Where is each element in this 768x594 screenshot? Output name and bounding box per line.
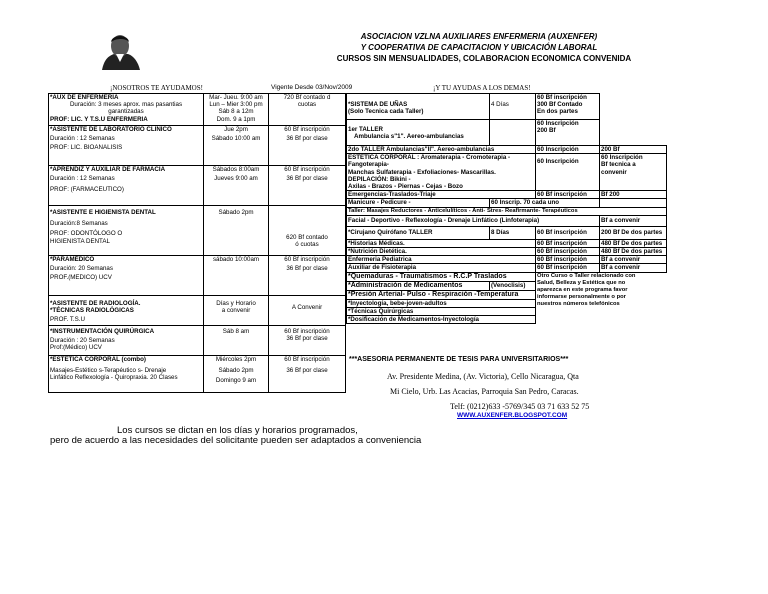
course-price: 60 Inscripción (601, 154, 643, 162)
course-price: 720 Bf contado d (283, 94, 331, 101)
course-schedule: Sábado 2pm (218, 367, 254, 375)
course-description: Axilas - Brazos - Piernas - Cejas - Bozo (348, 183, 463, 191)
course-price: 60 Bf inscripción (536, 256, 600, 264)
course-days: 8 Días (490, 226, 536, 239)
course-price: Bf 200 (600, 191, 667, 199)
other-courses-note: aparezca en este programa favor (537, 287, 628, 294)
table-row (347, 272, 667, 281)
course-duration: Duración: 3 meses aprox. mas pasantias (69, 101, 183, 109)
course-price: 60 Bf inscripción (284, 356, 330, 363)
course-professor: PROF: LIC. Y T.S.U ENFERMERIA (50, 115, 148, 123)
course-schedule: Sáb 8 a 12m (218, 108, 254, 116)
address-line2: Mi Cielo, Urb. Las Acacias, Parroquia San Pedro, Caracas. (390, 387, 579, 396)
course-subtitle: (Venoclisis) (490, 281, 536, 290)
course-duration: Duración: 20 Semanas (50, 265, 113, 273)
course-title: *ESTETICA CORPORAL (combo) (50, 356, 146, 363)
course-professor: PROF: LIC. BIOANALISIS (50, 144, 123, 152)
subheader-middle: Vigente Desde 03/Nov/2009 (271, 84, 353, 91)
subheader-left: ¡NOSOTROS TE AYUDAMOS! (110, 84, 203, 92)
course-price: ó cuotas (295, 241, 319, 249)
course-title: *ASISTENTE DE LABORATORIO CLINICO (50, 126, 172, 133)
course-title: *Cirujano Quirófano TALLER (347, 226, 490, 239)
course-price: 60 Bf inscripción (536, 226, 600, 239)
table-row (49, 296, 346, 326)
course-price: 620 Bf contado (286, 234, 328, 241)
table-row (347, 256, 667, 264)
subheader-right: ¡Y TU AYUDAS A LOS DEMAS! (433, 84, 531, 92)
course-price: 36 Bf por clase (286, 175, 328, 183)
course-title: *INSTRUMENTACIÓN QUIRÚRGICA (50, 328, 155, 335)
course-price: 36 Bf por clase (286, 135, 328, 143)
course-professor: PROF: ODONTÓLOGO O (50, 230, 123, 238)
header-line1: ASOCIACION VZLNA AUXILIARES ENFERMERIA (AUXENFER) (360, 32, 598, 41)
course-title: *Presión Arterial- Pulso - Respiración -Temperatura (347, 290, 536, 299)
course-title: *Inyectología, bebe-joven-adultos (347, 299, 536, 307)
course-price: 36 Bf por clase (286, 265, 328, 273)
course-title: *Historias Médicas. (347, 239, 536, 247)
table-row (49, 94, 346, 126)
course-price: 60 Bf inscripción (284, 256, 330, 263)
course-description: ESTETICA CORPORAL : Aromaterapia - Cromoterapia - Fangoterapia- (348, 154, 511, 169)
course-price: 60 Bf inscripción (536, 191, 600, 199)
courses-table-right (346, 93, 667, 324)
course-title: *Administración de Medicamentos (347, 281, 490, 290)
course-title: Taller: Masajes Reductores - Anticelulíticos - Anti- Stres- Reafirmante- Terapéuticos (347, 207, 667, 215)
course-price: Bf a convenir (600, 256, 667, 264)
course-subtitle: (Solo Tecnica cada Taller) (348, 108, 424, 116)
course-title: *Técnicas Quirúrgicas (347, 307, 536, 315)
course-price: 60 Inscripción (536, 146, 600, 154)
course-price: Bf tecnica a (601, 161, 636, 169)
course-price: Bf a convenir (600, 215, 667, 226)
course-price: 36 Bf por clase (286, 367, 328, 375)
table-row (347, 215, 667, 226)
table-row (49, 356, 346, 393)
course-title: *Dosificación de Medicamentos-Inyectología (347, 316, 536, 324)
course-price: 60 Bf inscripción (536, 239, 600, 247)
table-row (347, 239, 667, 247)
course-duration: Duración : 12 Semanas (50, 135, 115, 143)
course-price: 480 Bf De dos partes (600, 248, 667, 256)
table-row (347, 248, 667, 256)
course-price: 60 Bf inscripción (536, 264, 600, 272)
table-row (347, 207, 667, 215)
table-row (347, 154, 667, 191)
course-title: 1er TALLER (348, 126, 383, 133)
course-price: 300 Bf Contado (537, 101, 583, 109)
course-schedule: Mar- Jueu. 9:00 am (209, 94, 263, 101)
course-title: *PARAMÉDICO (50, 256, 95, 263)
course-price: 60 Inscripción (537, 158, 579, 166)
course-price: 200 Bf (537, 127, 556, 135)
course-title: *Nutrición Dietética. (347, 248, 536, 256)
table-row (49, 256, 346, 296)
course-price: 480 Bf De dos partes (600, 239, 667, 247)
course-price: 60 Bf inscripción (536, 248, 600, 256)
course-title: 2do TALLER Ambulancias"II". Aereo-ambulancias (347, 146, 536, 154)
course-professor: PROF. T.S.U (50, 316, 85, 324)
course-description: Linfático Reflexología - Quiropraxia. 20 Clases (50, 374, 178, 382)
course-professor: PROF.(MEDICO) UCV (50, 274, 112, 282)
course-title: Enfermeria Pediatrica (347, 256, 536, 264)
other-courses-note: Otro Curso o Taller relacionado con (537, 272, 636, 279)
course-professor: HIGIENISTA DENTAL (50, 237, 110, 245)
table-row (347, 226, 667, 239)
course-duration: Duración:8 Semanas (50, 220, 108, 228)
course-description: Masajes-Estético s-Terapéutico s- Drenaje (50, 367, 167, 375)
course-price: 200 Bf De dos partes (600, 226, 667, 239)
table-row (347, 120, 667, 146)
other-courses-note: informarse personalmente o por (537, 294, 626, 301)
note-line2: pero de acuerdo a las necesidades del solicitante pueden ser adaptados a conveniencia (50, 435, 422, 446)
course-professor: PROF: (FARMACEUTICO) (50, 186, 124, 194)
other-courses-note: Salud, Belleza y Estética que no (537, 279, 626, 286)
course-price: convenir (601, 168, 627, 176)
course-price: 60 Bf inscripción (284, 166, 330, 173)
other-courses-note: nuestros números telefónicos (537, 301, 620, 308)
course-price: 60 Bf inscripción (284, 328, 330, 335)
course-title: Emergencias-Traslados-Triaje (347, 191, 536, 199)
course-price: En dos partes (537, 108, 578, 116)
course-title: *ASISTENTE E HIGIENISTA DENTAL (50, 209, 156, 216)
course-schedule: Dom. 9 a 1pm (216, 115, 256, 123)
course-schedule: Domingo 9 am (215, 377, 257, 385)
course-schedule: Miércoles 2pm (215, 356, 257, 363)
course-price: 36 Bf por clase (286, 335, 328, 343)
course-duration: Duración : 12 Semanas (50, 175, 115, 183)
header-line3: CURSOS SIN MENSUALIDADES, COLABORACION ECONOMICA CONVENIDA (336, 54, 632, 63)
course-title: *TÉCNICAS RADIOLÓGICAS (50, 307, 134, 315)
course-schedule: Lun – Mier 3:00 pm (209, 101, 263, 109)
course-schedule: Sábado 2pm (218, 209, 254, 216)
course-price: cuotas (297, 101, 317, 109)
table-row (49, 126, 346, 166)
table-row (347, 94, 667, 120)
course-title: *ASISTENTE DE RADIOLOGÍA. (50, 300, 141, 307)
course-schedule: Sábados 8:00am (212, 166, 260, 173)
course-title: *AUX DE ENFERMERIA (50, 94, 119, 101)
course-schedule: Sábado 10:00 am (211, 135, 261, 143)
course-schedule: a convenir (221, 307, 251, 315)
table-row (347, 191, 667, 199)
course-price: 60 Bf inscripción (284, 126, 330, 133)
table-row (347, 199, 667, 207)
course-price: 200 Bf (600, 146, 667, 154)
header-line2: Y COOPERATIVA DE CAPACITACION Y UBICACIÓN LABORAL (360, 43, 598, 52)
course-days: 4 Días (491, 101, 509, 108)
course-schedule: sábado 10:00am (212, 256, 260, 263)
table-row (49, 326, 346, 356)
thesis-advisory: ***ASESORIA PERMANENTE DE TESIS PARA UNIVERSITARIOS*** (349, 356, 569, 363)
course-schedule: Jue 2pm (224, 126, 248, 133)
course-title: Manicure - Pedicure - (347, 199, 490, 207)
course-schedule: Días y Horario (216, 300, 256, 307)
course-title: *SISTEMA DE UÑAS (348, 101, 408, 108)
course-description: Manchas Sulfaterapia - Exfoliaciones- Mascarillas. DEPILACIÓN: Bikini - (348, 168, 496, 183)
course-title: *APRENDIZ Y AUXILIAR DE FARMACIA (50, 166, 166, 173)
course-duration: Duración : 20 Semanas (50, 337, 115, 345)
course-title: Facial - Deportivo - Reflexología - Drenaje Linfático (Linfoterapia) (347, 215, 600, 226)
note-line1: Los cursos se dictan en los días y horarios programados, (117, 425, 358, 436)
course-price: A Convenir (291, 304, 323, 311)
course-title: Auxiliar de Fisioterapia (347, 264, 536, 272)
website-link[interactable]: WWW.AUXENFER.BLOGSPOT.COM (457, 412, 568, 419)
telephone: Telf: (0212)633 -5769/345 03 71 633 52 75 (450, 402, 590, 411)
table-row (347, 146, 667, 154)
course-professor: Prof:(Médico) UCV (50, 344, 102, 352)
table-row (347, 264, 667, 272)
course-title: *Quemaduras - Traumatismos - R.C.P Traslados (347, 272, 536, 281)
course-price: 60 Inscrip. 70 cada uno (490, 199, 600, 207)
address-line1: Av. Presidente Medina, (Av. Victoria), Cello Nicaragua, Qta (387, 372, 579, 381)
course-price: 60 Inscripción (537, 120, 579, 127)
course-price: 60 Bf inscripción (537, 94, 587, 101)
courses-table-left (48, 93, 346, 393)
course-schedule: Sáb 8 am (222, 328, 250, 335)
course-schedule: Jueves 9:00 am (214, 175, 258, 183)
course-duration-note: garantizadas (108, 108, 144, 116)
course-subtitle: Ambulancia s"1". Aereo-ambulancias (354, 133, 464, 141)
course-price: Bf a convenir (600, 264, 667, 272)
table-row (49, 206, 346, 256)
table-row (49, 166, 346, 206)
